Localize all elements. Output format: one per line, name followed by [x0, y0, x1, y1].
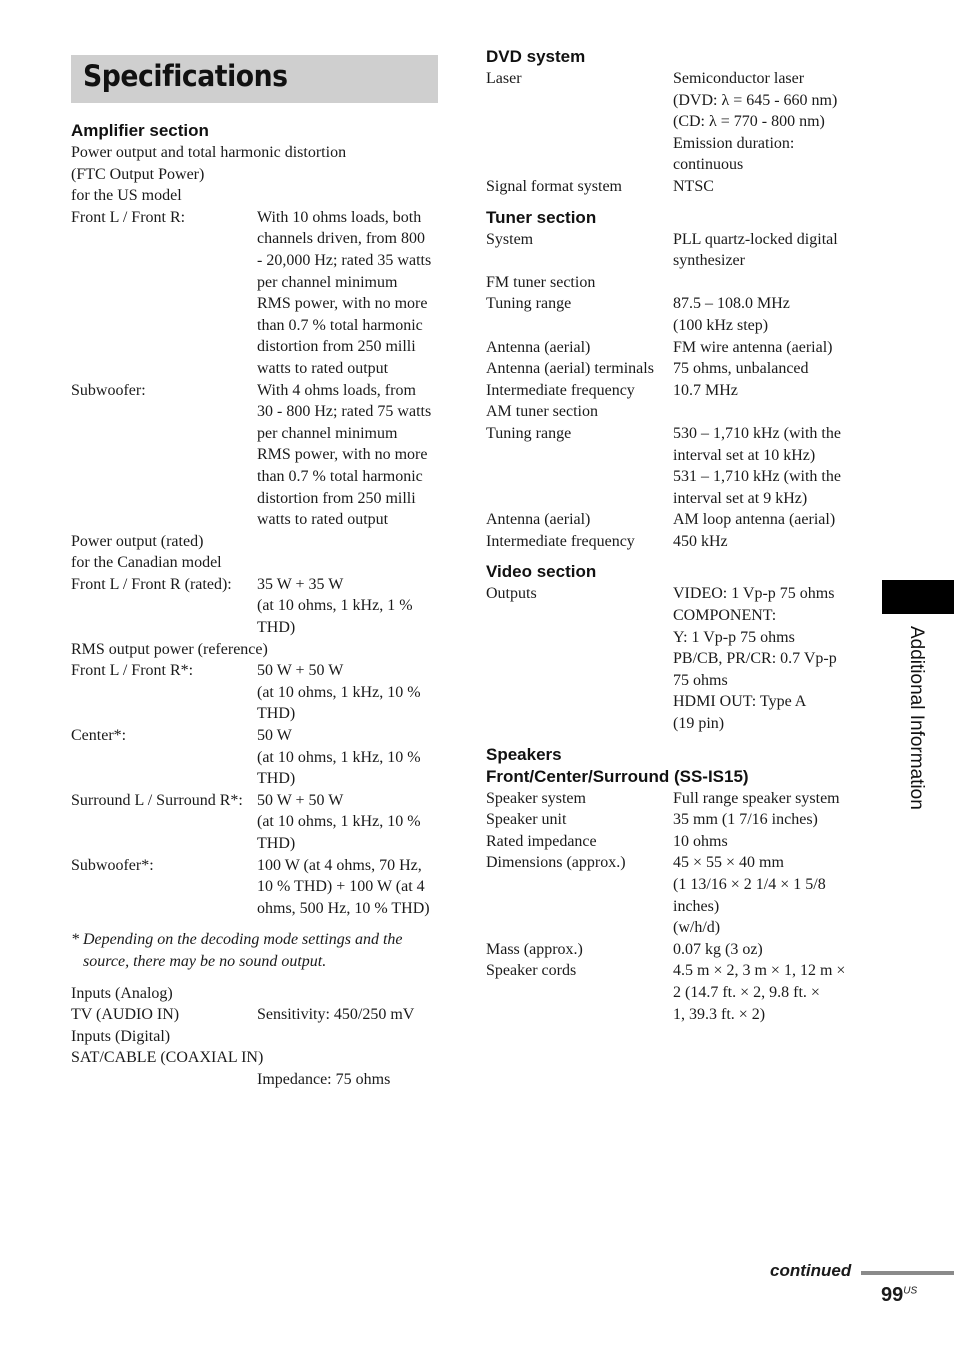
spec-value: FM wire antenna (aerial): [673, 338, 833, 356]
spec-label: Front L / Front R*:: [71, 662, 194, 680]
spec-row: [486, 939, 866, 961]
amplifier-heading: Amplifier section: [71, 121, 209, 140]
rated-intro-line: Power output (rated): [71, 532, 204, 550]
spec-label: Mass (approx.): [486, 940, 583, 958]
spec-label: Dimensions (approx.): [486, 854, 626, 872]
spec-row: [486, 960, 866, 1025]
spec-label: Tuning range: [486, 295, 572, 313]
spec-label: FM tuner section: [486, 273, 596, 291]
spec-value: 530 – 1,710 kHz (with the interval set at 10 kHz) 531 – 1,710 kHz (with the interval set at 9 kHz): [673, 424, 841, 507]
spec-label: Subwoofer:: [71, 381, 146, 399]
spec-value: [673, 401, 866, 423]
spec-label: Intermediate frequency: [486, 532, 635, 550]
rated-intro-line: for the Canadian model: [71, 554, 222, 572]
spec-label: Outputs: [486, 585, 537, 603]
inputs-analog-label: Inputs (Analog): [71, 984, 173, 1002]
spec-value: Impedance: 75 ohms: [257, 1070, 391, 1088]
spec-value: AM loop antenna (aerial): [673, 511, 836, 529]
spec-row: [486, 176, 866, 198]
spec-row: [486, 272, 866, 294]
spec-row: [486, 337, 866, 359]
dvd-heading: DVD system: [486, 47, 586, 66]
section-tab-marker: [882, 580, 954, 614]
spec-label: Rated impedance: [486, 832, 597, 850]
spec-label: Tuning range: [486, 424, 572, 442]
page-number: [881, 1284, 917, 1307]
spec-row: [486, 852, 866, 938]
side-section-text: Additional Information: [906, 626, 927, 810]
dvd-rows: [486, 68, 866, 198]
video-rows: [486, 583, 866, 734]
spec-value: Sensitivity: 450/250 mV: [257, 1006, 415, 1024]
tuner-rows: [486, 229, 866, 553]
spec-value: 45 × 55 × 40 mm (1 13/16 × 2 1/4 × 1 5/8 inches) (w/h/d): [673, 854, 826, 937]
spec-label: Surround L / Surround R*:: [71, 791, 243, 809]
spec-value: NTSC: [673, 177, 714, 195]
spec-row: [486, 809, 866, 831]
spec-value: 10.7 MHz: [673, 381, 738, 399]
spec-label: Subwoofer*:: [71, 856, 154, 874]
spec-row: [486, 380, 866, 402]
amp-intro-line: Power output and total harmonic distortion: [71, 144, 347, 161]
spec-label: Speaker unit: [486, 811, 567, 829]
title-bar: [71, 55, 438, 103]
spec-row: [71, 380, 451, 531]
spec-label: Speaker cords: [486, 962, 577, 980]
spec-value: 10 ohms: [673, 832, 728, 850]
spec-value: 50 W + 50 W (at 10 ohms, 1 kHz, 10 % THD): [257, 791, 421, 852]
spec-value: 100 W (at 4 ohms, 70 Hz, 10 % THD) + 100 W (at 4 ohms, 500 Hz, 10 % THD): [257, 856, 430, 917]
spec-value: 50 W (at 10 ohms, 1 kHz, 10 % THD): [257, 727, 421, 788]
page-title: Specifications: [83, 59, 288, 93]
right-column: [486, 46, 866, 1025]
spec-row: [486, 293, 866, 336]
spec-value: PLL quartz-locked digital synthesizer: [673, 230, 838, 270]
spec-row: [486, 509, 866, 531]
spec-value: [673, 272, 866, 294]
side-section-label: [905, 626, 929, 866]
spec-value: Full range speaker system: [673, 789, 840, 807]
inputs-digital-label: Inputs (Digital): [71, 1027, 171, 1045]
spec-value: 0.07 kg (3 oz): [673, 940, 763, 958]
spec-value: Semiconductor laser (DVD: λ = 645 - 660 nm) (CD: λ = 770 - 800 nm) Emission duration: continuous: [673, 70, 838, 174]
spec-label: Laser: [486, 70, 522, 87]
spec-row: [71, 725, 451, 790]
spec-label: Front L / Front R:: [71, 208, 186, 226]
spec-row: [71, 660, 451, 725]
spec-label: Speaker system: [486, 789, 586, 807]
spec-row: [71, 790, 451, 855]
spec-label: AM tuner section: [486, 403, 598, 421]
spec-label: Antenna (aerial) terminals: [486, 360, 654, 378]
spec-value: With 10 ohms loads, both channels driven, from 800 - 20,000 Hz; rated 35 watts per channel minimum RMS power, with no more than 0.7 % total harmonic distortion from 250 milli watts to rated output: [257, 208, 432, 377]
spec-row: [71, 574, 451, 639]
spec-label: TV (AUDIO IN): [71, 1006, 180, 1024]
spec-value: VIDEO: 1 Vp-p 75 ohms COMPONENT: Y: 1 Vp-p 75 ohms PB/CB, PR/CR: 0.7 Vp-p 75 ohms HDMI OUT: Type A (19 pin): [673, 585, 837, 733]
spec-label: Antenna (aerial): [486, 338, 591, 356]
page-number-value: 99: [881, 1284, 904, 1306]
spec-row: [486, 423, 866, 509]
page-number-suffix: US: [903, 1285, 918, 1297]
spec-label: Front L / Front R (rated):: [71, 575, 232, 593]
rms-intro-line: RMS output power (reference): [71, 640, 268, 658]
spec-label: Signal format system: [486, 177, 622, 195]
spec-row: [71, 207, 451, 380]
spec-value: 450 kHz: [673, 532, 728, 550]
speakers-subheading: Front/Center/Surround (SS-IS15): [486, 766, 749, 786]
spec-label: Center*:: [71, 727, 127, 745]
spec-value: With 4 ohms loads, from 30 - 800 Hz; rated 75 watts per channel minimum RMS power, with no more than 0.7 % total harmonic distortion from 250 milli watts to rated output: [257, 381, 432, 529]
spec-value: 35 W + 35 W (at 10 ohms, 1 kHz, 1 % THD): [257, 575, 413, 637]
spec-label: Antenna (aerial): [486, 511, 591, 529]
spec-value: 35 mm (1 7/16 inches): [673, 811, 818, 829]
sat-cable-label: SAT/CABLE (COAXIAL IN): [71, 1049, 264, 1067]
spec-row: [486, 229, 866, 272]
spec-row: [486, 401, 866, 423]
spec-value: 4.5 m × 2, 3 m × 1, 12 m × 2 (14.7 ft. × 2, 9.8 ft. × 1, 39.3 ft. × 2): [673, 962, 846, 1023]
spec-row: [71, 855, 451, 920]
continued-label: continued: [770, 1261, 852, 1280]
spec-row: [486, 358, 866, 380]
spec-row: [486, 788, 866, 810]
video-heading: Video section: [486, 562, 597, 582]
amp-intro-line: for the US model: [71, 187, 182, 205]
tuner-heading: Tuner section: [486, 207, 597, 227]
spec-label: Intermediate frequency: [486, 381, 635, 399]
spec-label: System: [486, 230, 534, 248]
spec-row: [486, 583, 866, 734]
speakers-heading: Speakers: [486, 744, 562, 764]
footnote: * Depending on the decoding mode settings and the source, there may be no sound output.: [71, 931, 403, 970]
spec-value: 87.5 – 108.0 MHz (100 kHz step): [673, 295, 790, 334]
amp-intro-line: (FTC Output Power): [71, 165, 205, 183]
spec-row: [486, 68, 866, 176]
spec-row: [71, 1069, 451, 1091]
spec-row: [486, 531, 866, 553]
spec-label-empty: [71, 1069, 257, 1091]
continued-rule: [861, 1271, 954, 1275]
spec-value: 75 ohms, unbalanced: [673, 360, 809, 378]
spec-row: [71, 1004, 451, 1026]
speaker-rows: [486, 788, 866, 1026]
spec-row: [486, 831, 866, 853]
spec-value: 50 W + 50 W (at 10 ohms, 1 kHz, 10 % THD): [257, 662, 421, 723]
left-column: [71, 120, 451, 1091]
